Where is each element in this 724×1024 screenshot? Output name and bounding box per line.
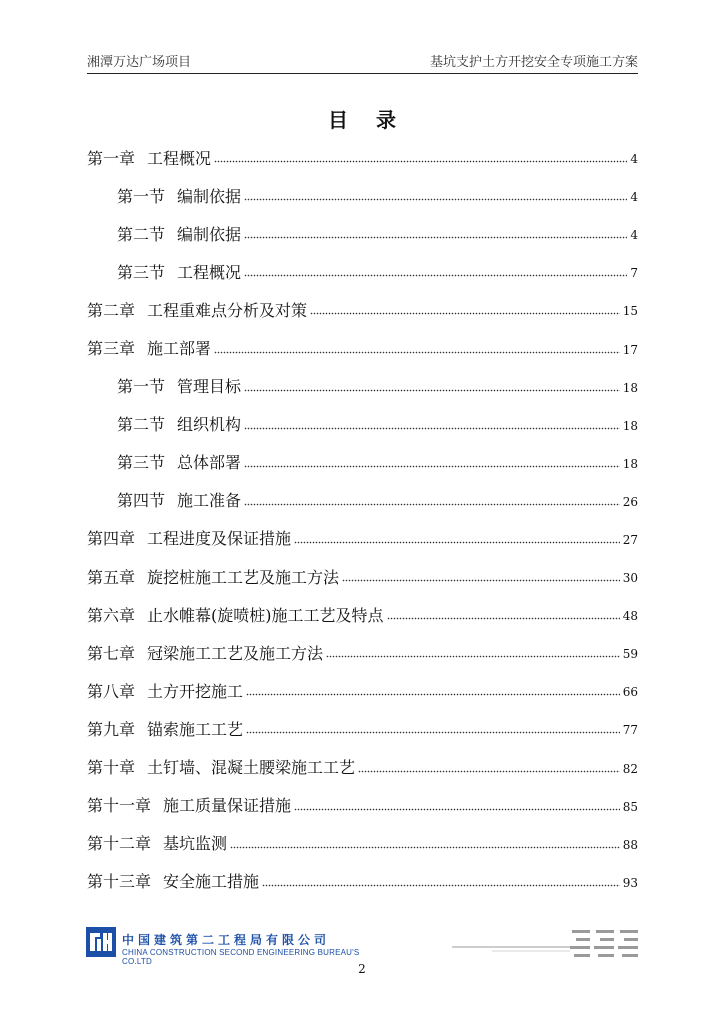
page-header bbox=[87, 48, 638, 74]
toc-section-entry[interactable] bbox=[87, 405, 638, 443]
toc-dot-leader bbox=[244, 502, 620, 506]
toc-entry-title: 止水帷幕(旋喷桩)施工工艺及特点 bbox=[147, 605, 384, 625]
table-of-contents bbox=[87, 138, 638, 900]
toc-dot-leader bbox=[358, 769, 620, 773]
toc-page-number: 48 bbox=[622, 609, 638, 624]
toc-chapter-entry[interactable] bbox=[87, 290, 638, 328]
toc-page-number: 82 bbox=[622, 761, 638, 776]
toc-entry-number: 第八章 bbox=[87, 681, 136, 701]
toc-chapter-entry[interactable] bbox=[87, 709, 638, 747]
toc-page-number: 4 bbox=[630, 190, 638, 205]
footer-decorative-lines-icon bbox=[452, 926, 642, 960]
toc-dot-leader bbox=[244, 274, 627, 278]
toc-dot-leader bbox=[342, 579, 620, 583]
toc-entry-label bbox=[117, 412, 241, 435]
toc-entry-number: 第十三章 bbox=[87, 872, 152, 892]
toc-entry-title: 施工部署 bbox=[147, 339, 212, 359]
toc-entry-number: 第十一章 bbox=[87, 796, 152, 816]
toc-dot-leader bbox=[214, 350, 620, 354]
toc-chapter-entry[interactable] bbox=[87, 786, 638, 824]
toc-entry-title: 土方开挖施工 bbox=[147, 681, 244, 701]
toc-entry-title: 施工准备 bbox=[177, 491, 242, 511]
toc-page-number: 77 bbox=[622, 723, 638, 738]
toc-entry-number: 第三节 bbox=[117, 262, 166, 282]
toc-entry-title: 管理目标 bbox=[177, 377, 242, 397]
toc-chapter-entry[interactable] bbox=[87, 633, 638, 671]
toc-entry-label bbox=[87, 793, 291, 816]
toc-chapter-entry[interactable] bbox=[87, 595, 638, 633]
toc-entry-label bbox=[87, 831, 227, 854]
toc-entry-title: 土钉墙、混凝土腰梁施工工艺 bbox=[147, 758, 356, 778]
toc-dot-leader bbox=[310, 312, 620, 316]
toc-entry-number: 第五章 bbox=[87, 567, 136, 587]
footer-company-name: 中国建筑第二工程局有限公司 bbox=[122, 933, 331, 947]
toc-entry-number: 第四节 bbox=[117, 491, 166, 511]
toc-dot-leader bbox=[294, 807, 620, 811]
toc-entry-label bbox=[117, 260, 241, 283]
toc-dot-leader bbox=[262, 883, 620, 887]
toc-title: 目录 bbox=[328, 108, 424, 132]
toc-page-number: 17 bbox=[622, 342, 638, 357]
toc-section-entry[interactable] bbox=[87, 214, 638, 252]
toc-dot-leader bbox=[244, 388, 620, 392]
toc-dot-leader bbox=[294, 540, 620, 544]
toc-entry-title: 工程重难点分析及对策 bbox=[147, 300, 308, 320]
toc-page-number: 18 bbox=[622, 380, 638, 395]
toc-page-number: 66 bbox=[622, 685, 638, 700]
toc-dot-leader bbox=[246, 693, 620, 697]
toc-entry-label bbox=[87, 298, 307, 321]
header-document-title: 基坑支护土方开挖安全专项施工方案 bbox=[429, 55, 638, 70]
toc-entry-title: 工程进度及保证措施 bbox=[147, 529, 292, 549]
toc-chapter-entry[interactable] bbox=[87, 748, 638, 786]
toc-entry-title: 总体部署 bbox=[177, 453, 242, 473]
toc-dot-leader bbox=[244, 236, 627, 240]
toc-entry-number: 第三章 bbox=[87, 339, 136, 359]
company-logo-icon bbox=[86, 927, 116, 957]
footer-company-english: CHINA CONSTRUCTION SECOND ENGINEERING BUREAU'S CO.LTD bbox=[122, 948, 360, 966]
toc-entry-label bbox=[117, 222, 241, 245]
toc-page-number: 26 bbox=[622, 494, 638, 509]
toc-chapter-entry[interactable] bbox=[87, 138, 638, 176]
toc-entry-label bbox=[87, 679, 243, 702]
toc-entry-number: 第二章 bbox=[87, 300, 136, 320]
toc-entry-label bbox=[87, 641, 323, 664]
toc-chapter-entry[interactable] bbox=[87, 671, 638, 709]
toc-entry-title: 旋挖桩施工工艺及施工方法 bbox=[147, 567, 340, 587]
toc-entry-number: 第一节 bbox=[117, 186, 166, 206]
toc-entry-number: 第七章 bbox=[87, 643, 136, 663]
toc-entry-number: 第六章 bbox=[87, 605, 136, 625]
toc-entry-title: 安全施工措施 bbox=[163, 872, 260, 892]
toc-dot-leader bbox=[387, 617, 620, 621]
toc-dot-leader bbox=[244, 198, 627, 202]
toc-section-entry[interactable] bbox=[87, 367, 638, 405]
toc-chapter-entry[interactable] bbox=[87, 824, 638, 862]
toc-dot-leader bbox=[230, 845, 620, 849]
header-project-name: 湘潭万达广场项目 bbox=[87, 55, 192, 70]
toc-entry-label bbox=[87, 336, 211, 359]
toc-dot-leader bbox=[326, 655, 620, 659]
toc-entry-title: 工程概况 bbox=[147, 148, 212, 168]
toc-entry-title: 编制依据 bbox=[177, 186, 242, 206]
toc-entry-label bbox=[87, 146, 211, 169]
toc-entry-number: 第一节 bbox=[117, 377, 166, 397]
toc-page-number: 7 bbox=[630, 266, 638, 281]
toc-entry-title: 施工质量保证措施 bbox=[163, 796, 292, 816]
toc-page-number: 15 bbox=[622, 304, 638, 319]
toc-entry-number: 第十二章 bbox=[87, 834, 152, 854]
toc-entry-label bbox=[87, 717, 243, 740]
toc-entry-number: 第四章 bbox=[87, 529, 136, 549]
toc-entry-label bbox=[87, 755, 355, 778]
toc-entry-number: 第九章 bbox=[87, 719, 136, 739]
toc-entry-label bbox=[87, 603, 384, 626]
toc-page-number: 93 bbox=[622, 875, 638, 890]
toc-page-number: 4 bbox=[630, 152, 638, 167]
page-number: 2 bbox=[358, 962, 366, 976]
toc-entry-title: 基坑监测 bbox=[163, 834, 228, 854]
toc-entry-label bbox=[87, 869, 259, 892]
toc-chapter-entry[interactable] bbox=[87, 557, 638, 595]
toc-page-number: 27 bbox=[622, 532, 638, 547]
toc-page-number: 18 bbox=[622, 418, 638, 433]
toc-section-entry[interactable] bbox=[87, 443, 638, 481]
toc-entry-label bbox=[117, 488, 241, 511]
toc-entry-title: 锚索施工工艺 bbox=[147, 719, 244, 739]
toc-entry-number: 第二节 bbox=[117, 415, 166, 435]
toc-entry-label bbox=[87, 526, 291, 549]
toc-section-entry[interactable] bbox=[87, 481, 638, 519]
toc-page-number: 4 bbox=[630, 228, 638, 243]
toc-entry-label bbox=[117, 374, 241, 397]
toc-entry-number: 第三节 bbox=[117, 453, 166, 473]
toc-dot-leader bbox=[244, 464, 620, 468]
toc-chapter-entry[interactable] bbox=[87, 328, 638, 366]
toc-page-number: 59 bbox=[622, 647, 638, 662]
toc-dot-leader bbox=[244, 426, 620, 430]
toc-entry-title: 编制依据 bbox=[177, 224, 242, 244]
toc-chapter-entry[interactable] bbox=[87, 862, 638, 900]
toc-page-number: 85 bbox=[622, 799, 638, 814]
toc-entry-title: 冠梁施工工艺及施工方法 bbox=[147, 643, 324, 663]
toc-entry-title: 工程概况 bbox=[177, 262, 242, 282]
toc-entry-label bbox=[117, 450, 241, 473]
toc-page-number: 30 bbox=[622, 571, 638, 586]
toc-dot-leader bbox=[246, 731, 620, 735]
toc-page-number: 88 bbox=[622, 837, 638, 852]
toc-page-number: 18 bbox=[622, 456, 638, 471]
toc-entry-number: 第一章 bbox=[87, 148, 136, 168]
toc-entry-title: 组织机构 bbox=[177, 415, 242, 435]
toc-entry-number: 第二节 bbox=[117, 224, 166, 244]
toc-section-entry[interactable] bbox=[87, 252, 638, 290]
toc-section-entry[interactable] bbox=[87, 176, 638, 214]
toc-entry-number: 第十章 bbox=[87, 758, 136, 778]
toc-entry-label bbox=[87, 565, 339, 588]
toc-chapter-entry[interactable] bbox=[87, 519, 638, 557]
toc-entry-label bbox=[117, 184, 241, 207]
toc-dot-leader bbox=[214, 160, 627, 164]
